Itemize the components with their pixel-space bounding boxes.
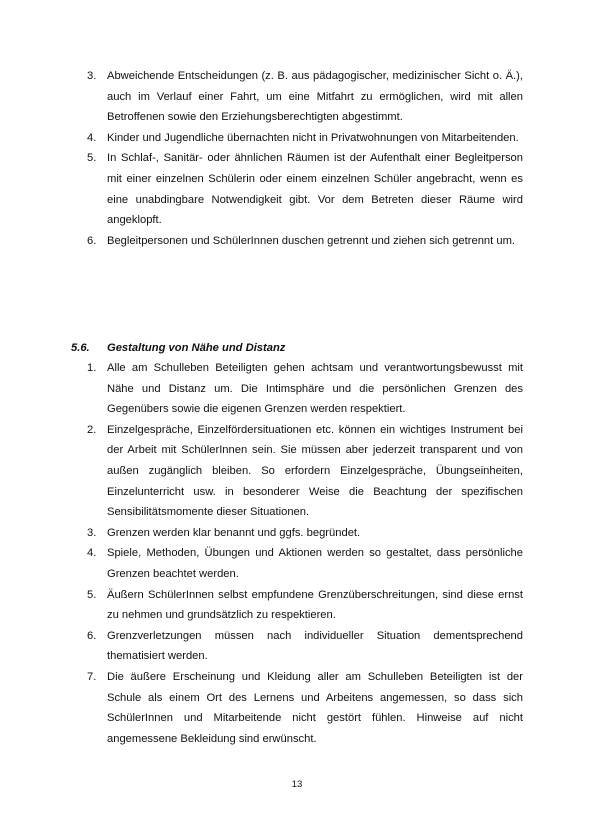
list-item-number: 6.	[87, 234, 97, 247]
list-item-text: Kinder und Jugendliche übernachten nicht in Privatwohnungen von Mitarbeitenden.	[107, 131, 519, 144]
list-item-text: Begleitpersonen und SchülerInnen duschen getrennt und ziehen sich getrennt um.	[107, 234, 516, 247]
list-item	[0, 128, 594, 149]
page-number: 13	[291, 779, 303, 790]
list-item-text: Abweichende Entscheidungen (z. B. aus pädagogischer, medizinischer Sicht o. Ä.), auch im Verlauf einer Fahrt, um eine Mitfahrt zu ermöglichen, wird mit allen Betroffenen sowie den Erziehungsberechtigten abgestimmt.	[107, 70, 523, 124]
list-item-number: 3.	[87, 70, 97, 82]
list-item-text: Alle am Schulleben Beteiligten gehen achtsam und verantwortungsbewusst mit Nähe und Distanz um. Die Intimsphäre und die persönlichen Grenzen des Gegenübers sowie die eigenen Grenzen werden respektiert.	[107, 362, 523, 416]
list-item-number: 4.	[87, 131, 97, 144]
list-item	[0, 585, 594, 626]
list-item	[0, 231, 594, 252]
list-item-number: 3.	[87, 526, 97, 539]
list-item	[0, 667, 594, 749]
list-item-number: 5.	[87, 588, 97, 601]
list-item	[0, 66, 594, 128]
list-item	[0, 523, 594, 544]
list-item	[0, 420, 594, 523]
rules-list-continued	[0, 66, 594, 251]
list-item-text: In Schlaf-, Sanitär- oder ähnlichen Räumen ist der Aufenthalt einer Begleitperson mit einer einzelnen Schülerin oder einem einzelnen Schüler angebracht, wenn es eine unabdingbare Notwendigkeit gibt. Vor dem Betreten dieser Räume wird angeklopft.	[107, 152, 523, 227]
list-item-text: Äußern SchülerInnen selbst empfundene Grenzüberschreitungen, sind diese ernst zu nehmen und grundsätzlich zu respektieren.	[107, 588, 523, 622]
list-item-text: Grenzen werden klar benannt und ggfs. begründet.	[107, 526, 361, 539]
list-item	[0, 626, 594, 667]
list-item-text: Einzelgespräche, Einzelfördersituationen etc. können ein wichtiges Instrument bei der Arbeit mit SchülerInnen sein. Sie müssen aber jederzeit transparent und von außen zugänglich bleiben. So erfordern Einzelgespräche, Übungseinheiten, Einzelunterricht usw. in besonderer Weise die Beachtung der spezifischen Sensibilitätsmomente dieser Situationen.	[107, 423, 523, 519]
list-item	[0, 543, 594, 584]
section-title: Gestaltung von Nähe und Distanz	[107, 342, 286, 354]
list-item	[0, 358, 594, 420]
list-item-number: 5.	[87, 152, 97, 165]
proximity-distance-rules-list	[0, 358, 594, 749]
list-item-text: Spiele, Methoden, Übungen und Aktionen werden so gestaltet, dass persönliche Grenzen beachtet werden.	[107, 547, 523, 580]
list-item-number: 4.	[87, 547, 97, 560]
list-item	[0, 148, 594, 230]
list-item-number: 6.	[87, 629, 97, 642]
section-number: 5.6.	[71, 342, 90, 354]
list-item-number: 2.	[87, 423, 97, 436]
list-item-text: Grenzverletzungen müssen nach individueller Situation dementsprechend thematisiert werden.	[107, 629, 523, 663]
list-item-text: Die äußere Erscheinung und Kleidung aller am Schulleben Beteiligten ist der Schule als einem Ort des Lernens und Arbeitens angemessen, so dass sich SchülerInnen und Mitarbeitende nicht gestört fühlen. Hinweise auf nicht angemessene Bekleidung sind erwünscht.	[107, 670, 523, 745]
list-item-number: 7.	[87, 670, 97, 683]
list-item-number: 1.	[87, 362, 97, 374]
